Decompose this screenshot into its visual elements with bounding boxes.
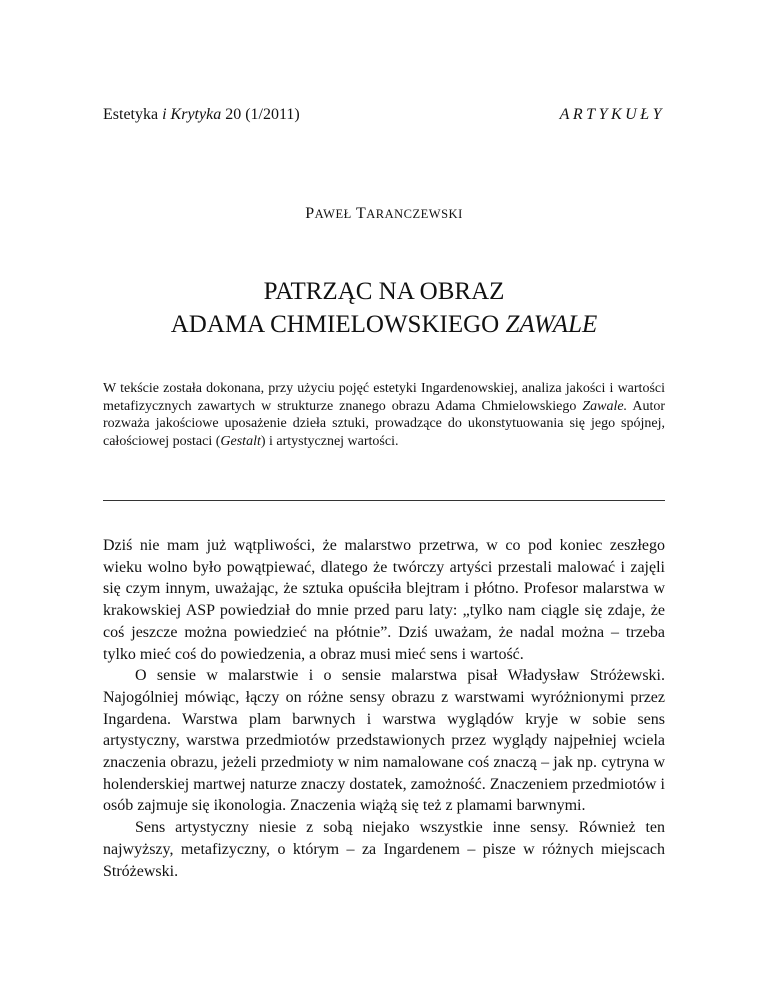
journal-name-italic: i Krytyka: [162, 106, 222, 123]
section-divider: [103, 500, 665, 501]
paragraph: O sensie w malarstwie i o sensie malarstwa pisał Władysław Stróżewski. Najogólniej mówiąc, łączy on różne sensy obrazu z warstwami wyróżnionymi przez Ingardena. Warstwa plam barwnych i warstwa wyglądów kryje w sobie sens artystyczny, warstwa przedmiotów przedstawionych przez wyglądy najpełniej wciela znaczenia obrazu, jeżeli przedmioty w nim namalowane coś znaczą – jak np. cytryna w holenderskiej martwej naturze znaczy dostatek, zamożność. Znaczeniem przedmiotów i osób zajmuje się ikonologia. Znaczenia wiążą się też z plamami barwnymi.: [103, 667, 665, 815]
paragraph: Sens artystyczny niesie z sobą niejako wszystkie inne sensy. Również ten najwyższy, metafizyczny, o którym – za Ingardenem – pisze w różnych miejscach Stróżewski.: [103, 819, 665, 880]
author-name: PAWEŁ TARANCZEWSKI: [305, 205, 463, 222]
article-body: [103, 535, 665, 882]
journal-citation: Estetyka i Krytyka 20 (1/2011): [103, 106, 300, 123]
paragraph: Dziś nie mam już wątpliwości, że malarstwo przetrwa, w co pod koniec zeszłego wieku wolno było powątpiewać, dlatego że twórczy artyści przestali malować i zajęli się czym innym, uważając, że sztuka opuściła blejtram i płótno. Profesor malarstwa w krakowskiej ASP powiedział do mnie przed paru laty: „tylko nam ciągle się zdaje, że coś jeszcze można powiedzieć na płótnie”. Dziś uważam, że nadal można – trzeba tylko mieć coś do powiedzenia, a obraz musi mieć sens i wartość.: [103, 537, 665, 663]
abstract: W tekście została dokonana, przy użyciu pojęć estetyki Ingardenowskiej, analiza jakości i wartości metafizycznych zawartych w strukturze znanego obrazu Adama Chmielowskiego Zawale. Autor rozważa jakościowe uposażenie dzieła sztuki, prowadzące do ukonstytuowania się jego spójnej, całościowej postaci (Gestalt) i artystycznej wartości.: [103, 381, 666, 449]
title-line-2: ADAMA CHMIELOWSKIEGO ZAWALE: [170, 311, 598, 338]
section-label: ARTYKUŁY: [559, 106, 665, 123]
title-line-1: PATRZĄC NA OBRAZ: [263, 278, 505, 305]
article-title: [0, 275, 768, 341]
